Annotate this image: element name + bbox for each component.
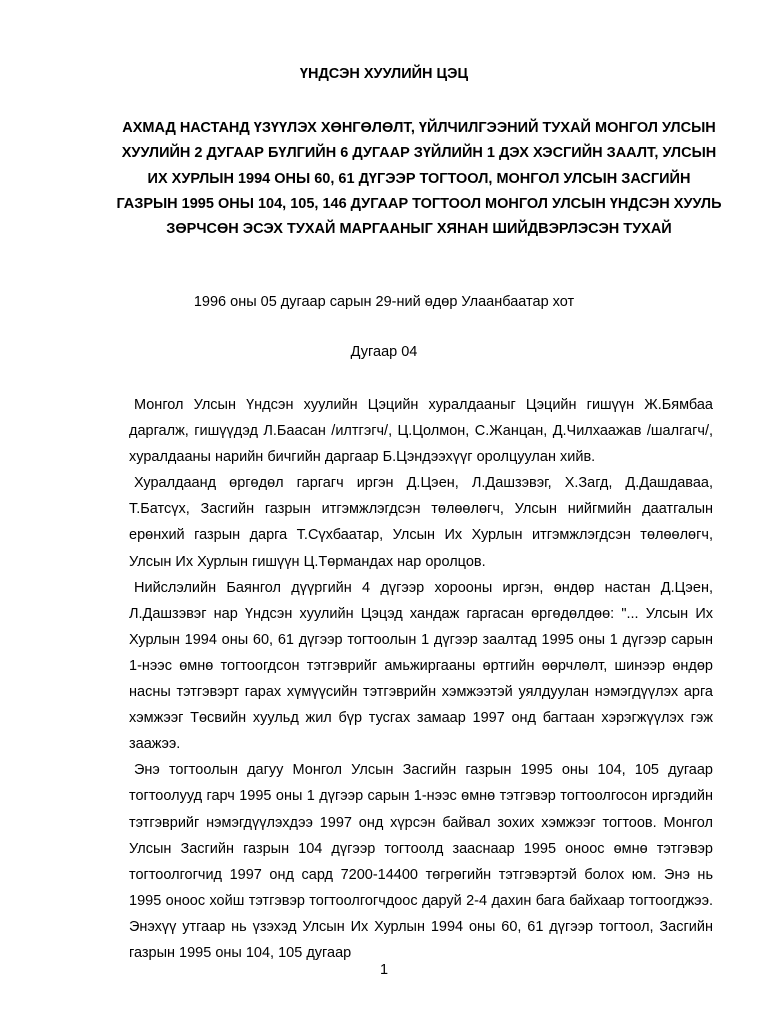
body-paragraph: Монгол Улсын Үндсэн хуулийн Цэцийн хуралдааныг Цэцийн гишүүн Ж.Бямбаа даргалж, гишүүдэд Л.Баасан /илтгэгч/, Ц.Цолмон, С.Жанцан, Д.Чилхаажав /шалгагч/, хуралдааны нарийн бичгийн даргаар Б.Цэндээхүүг оролцуулан хийв. [129,397,713,466]
body-paragraph: Энэ тогтоолын дагуу Монгол Улсын Засгийн газрын 1995 оны 104, 105 дугаар тогтоолууд гарч 1995 оны 1 дүгээр сарын 1-нээс өмнө тэтгэвэр тогтоолгосон иргэдийн тэтгэврийг нэмэгдүүлэхдээ 1997 онд хүрсэн байвал зохих хэмжээг тогтоов. Монгол Улсын Засгийн газрын 104 дүгээр тогтоолд зааснаар 1995 оноос өмнө тэтгэвэр тогтоолгогчид 1997 онд сард 7200-14400 төгрөгийн тэтгэвэртэй болох юм. Энэ нь 1995 оноос хойш тэтгэвэр тогтоолгогчдоос даруй 2-4 дахин бага байхаар тогтоогджээ. Энэхүү утгаар нь үзэхэд Улсын Их Хурлын 1994 оны 60, 61 дүгээр тогтоол, Засгийн газрын 1995 оны 104, 105 дугаар [129,762,713,961]
document-title: ҮНДСЭН ХУУЛИЙН ЦЭЦ [299,66,469,82]
page-number: 1 [379,962,389,978]
document-body [129,392,713,966]
document-number: Дугаар 04 [350,344,418,360]
body-paragraph: Хуралдаанд өргөдөл гаргагч иргэн Д.Цэен, Л.Дашзэвэг, Х.Загд, Д.Дашдаваа, Т.Батсүх, Засгийн газрын итгэмжлэгдсэн төлөөлөгч, Улсын нийгмийн даатгалын ерөнхий газрын дарга Т.Сүхбаатар, Улсын Их Хурлын итгэмжлэгдсэн төлөөлөгч, Улсын Их Хурлын гишүүн Ц.Төрмандах нар оролцов. [129,475,713,570]
document-dateline: 1996 оны 05 дугаар сарын 29-ний өдөр Улаанбаатар хот [193,294,575,310]
document-subtitle: АХМАД НАСТАНД ҮЗҮҮЛЭХ ХӨНГӨЛӨЛТ, ҮЙЛЧИЛГЭЭНИЙ ТУХАЙ МОНГОЛ УЛСЫН ХУУЛИЙН 2 ДУГААР БҮЛГИЙН 6 ДУГААР ЗҮЙЛИЙН 1 ДЭХ ХЭСГИЙН ЗААЛТ, УЛСЫН ИХ ХУРЛЫН 1994 ОНЫ 60, 61 ДҮГЭЭР ТОГТООЛ, МОНГОЛ УЛСЫН ЗАСГИЙН ГАЗРЫН 1995 ОНЫ 104, 105, 146 ДУГААР ТОГТООЛ МОНГОЛ УЛСЫН ҮНДСЭН ХУУЛЬ ЗӨРЧСӨН ЭСЭХ ТУХАЙ МАРГААНЫГ ХЯНАН ШИЙДВЭРЛЭСЭН ТУХАЙ [116,120,722,238]
body-paragraph: Нийслэлийн Баянгол дүүргийн 4 дүгээр хорооны иргэн, өндөр настан Д.Цэен, Л.Дашзэвэг нар Үндсэн хуулийн Цэцэд хандаж гаргасан өргөдөлдөө: "... Улсын Их Хурлын 1994 оны 60, 61 дүгээр тогтоолын 1 дүгээр заалтад 1995 оны 1 дүгээр сарын 1-нээс өмнө тогтоогдсон тэтгэврийг амьжиргааны өртгийн өөрчлөлт, шинээр өндөр насны тэтгэвэрт гарах хүмүүсийн тэтгэврийн хэмжээтэй уялдуулан нэмэгдүүлэх арга хэмжээг Төсвийн хуульд жил бүр тусгах замаар 1997 онд багтаан хэрэгжүүлэх гэж заажээ. [129,579,713,753]
